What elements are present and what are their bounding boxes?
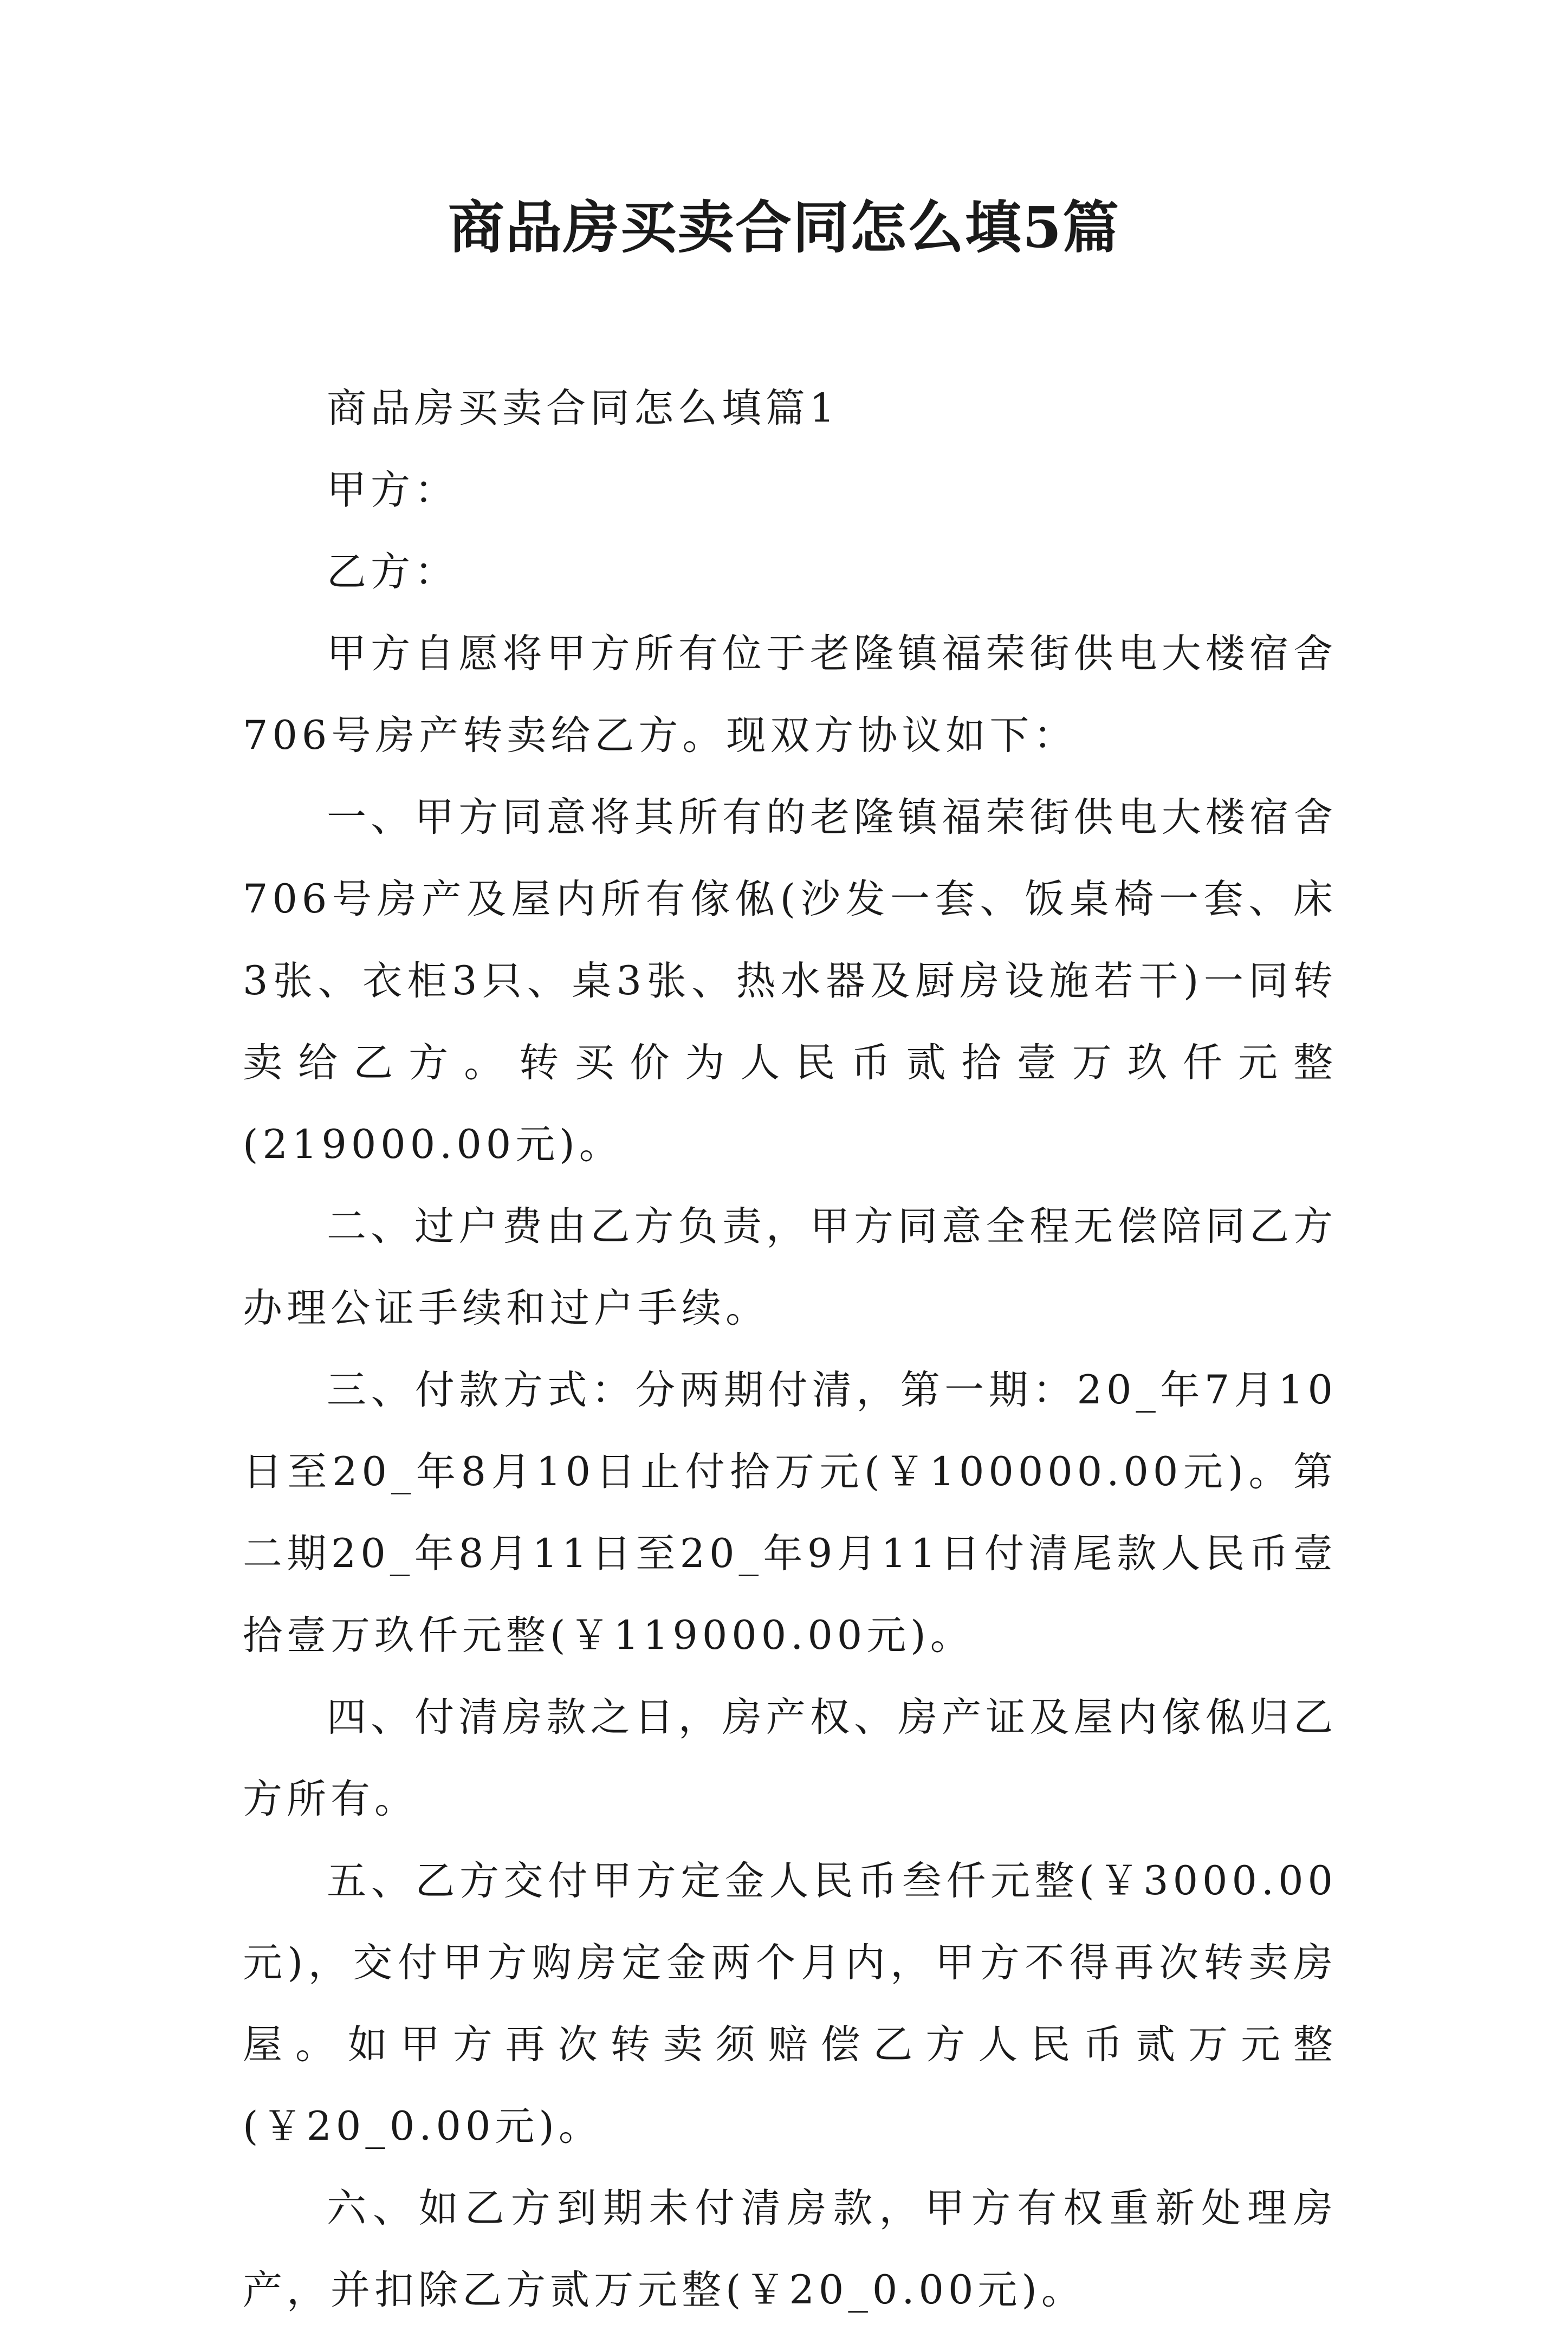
document-body bbox=[243, 367, 1337, 2331]
clause-3: 三、付款方式：分两期付清，第一期：20_年7月10日至20_年8月10日止付拾万元(￥100000.00元)。第二期20_年8月11日至20_年9月11日付清尾款人民币壹拾壹万玖仟元整(￥119000.00元)。 bbox=[243, 1367, 1337, 1659]
clause-1: 一、甲方同意将其所有的老隆镇福荣街供电大楼宿舍706号房产及屋内所有傢俬(沙发一套、饭桌椅一套、床3张、衣柜3只、桌3张、热水器及厨房设施若干)一同转卖给乙方。转买价为人民币贰拾壹万玖仟元整(219000.00元)。 bbox=[243, 794, 1337, 1168]
party-a-line: 甲方： bbox=[327, 467, 458, 513]
clause-4: 四、付清房款之日，房产权、房产证及屋内傢俬归乙方所有。 bbox=[243, 1694, 1337, 1822]
document-title: 商品房买卖合同怎么填5篇 bbox=[448, 194, 1120, 261]
clause-2: 二、过户费由乙方负责，甲方同意全程无偿陪同乙方办理公证手续和过户手续。 bbox=[243, 1203, 1337, 1331]
section-heading: 商品房买卖合同怎么填篇1 bbox=[327, 385, 839, 431]
preamble-paragraph: 甲方自愿将甲方所有位于老隆镇福荣街供电大楼宿舍706号房产转卖给乙方。现双方协议如下： bbox=[243, 631, 1337, 759]
clause-5: 五、乙方交付甲方定金人民币叁仟元整(￥3000.00元)，交付甲方购房定金两个月内，甲方不得再次转卖房屋。如甲方再次转卖须赔偿乙方人民币贰万元整(￥20_0.00元)。 bbox=[243, 1858, 1337, 2149]
party-b-line: 乙方： bbox=[327, 549, 458, 595]
clause-6: 六、如乙方到期未付清房款，甲方有权重新处理房产，并扣除乙方贰万元整(￥20_0.00元)。 bbox=[243, 2185, 1337, 2313]
